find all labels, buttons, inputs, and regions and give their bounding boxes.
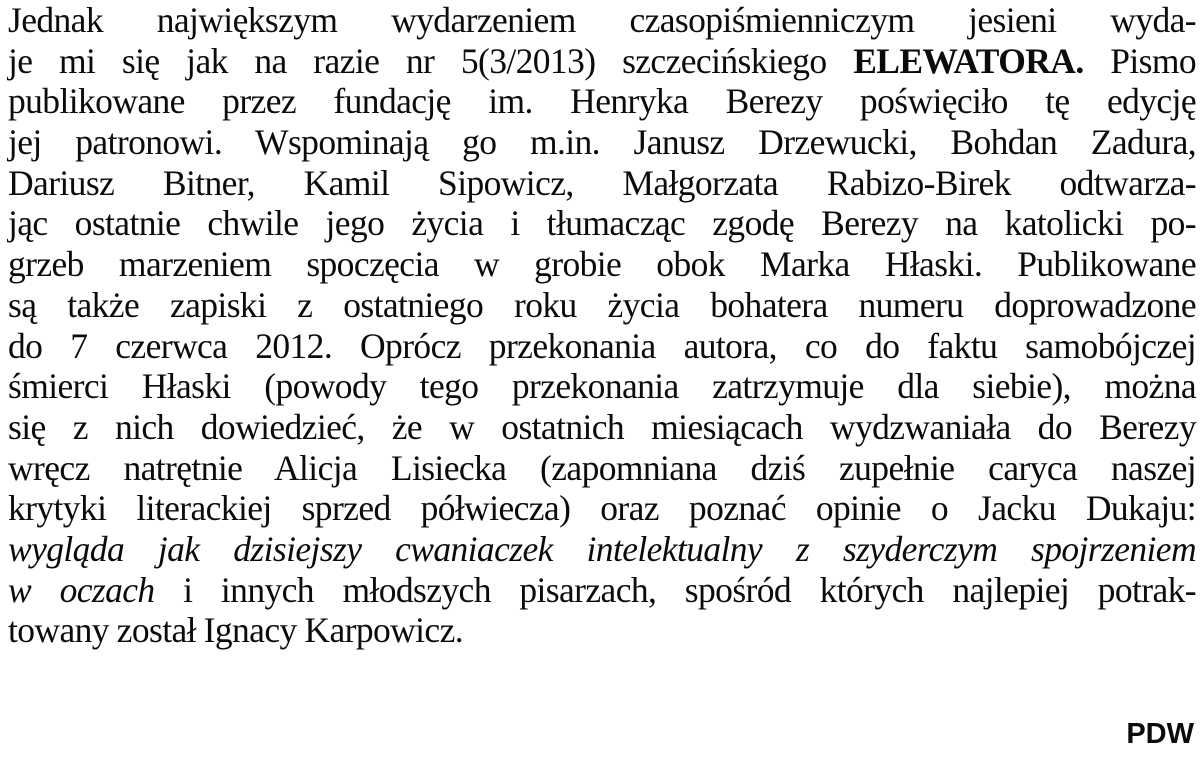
text-segment: do 7 czerwca 2012. Oprócz przekonania autora, co do faktu samobójczej xyxy=(8,325,1196,366)
text-segment: się z nich dowiedzieć, że w ostatnich miesiącach wydzwaniała do Berezy xyxy=(8,406,1196,447)
text-segment: i innych młodszych pisarzach, spośród których najlepiej potrak- xyxy=(154,569,1196,610)
text-line xyxy=(8,203,1196,244)
text-segment: śmierci Hłaski (powody tego przekonania zatrzymuje dla siebie), można xyxy=(8,366,1196,407)
text-line xyxy=(8,407,1196,448)
text-segment: towany został Ignacy Karpowicz. xyxy=(8,610,464,651)
magazine-name: ELEWATORA. xyxy=(853,40,1084,81)
text-line xyxy=(8,244,1196,285)
text-line xyxy=(8,366,1196,407)
text-line xyxy=(8,488,1196,529)
author-signature: PDW xyxy=(1126,718,1194,750)
text-segment: publikowane przez fundację im. Henryka Berezy poświęciło tę edycję xyxy=(8,81,1196,122)
text-line xyxy=(8,163,1196,204)
quotation: w oczach xyxy=(8,569,155,610)
text-segment: Dariusz Bitner, Kamil Sipowicz, Małgorzata Rabizo-Birek odtwarza- xyxy=(8,162,1196,203)
text-segment: Pismo xyxy=(1083,40,1196,81)
text-segment: jej patronowi. Wspominają go m.in. Janusz Drzewucki, Bohdan Zadura, xyxy=(8,122,1196,163)
text-line xyxy=(8,41,1196,82)
text-segment: są także zapiski z ostatniego roku życia bohatera numeru doprowadzone xyxy=(8,284,1196,325)
article-text xyxy=(8,0,1196,651)
text-line xyxy=(8,448,1196,489)
text-segment: grzeb marzeniem spoczęcia w grobie obok Marka Hłaski. Publikowane xyxy=(8,244,1196,285)
text-line xyxy=(8,610,1196,651)
text-line xyxy=(8,81,1196,122)
text-segment: krytyki literackiej sprzed półwiecza) oraz poznać opinie o Jacku Dukaju: xyxy=(8,488,1196,529)
quotation: wygląda jak dzisiejszy cwaniaczek intelektualny z szyderczym spojrzeniem xyxy=(8,528,1196,569)
text-line xyxy=(8,0,1196,41)
text-line xyxy=(8,285,1196,326)
text-line xyxy=(8,122,1196,163)
text-segment: wręcz natrętnie Alicja Lisiecka (zapomniana dziś zupełnie caryca naszej xyxy=(8,447,1196,488)
text-line xyxy=(8,570,1196,611)
text-segment: jąc ostatnie chwile jego życia i tłumacząc zgodę Berezy na katolicki po- xyxy=(8,203,1196,244)
text-line xyxy=(8,529,1196,570)
text-segment: je mi się jak na razie nr 5(3/2013) szczecińskiego xyxy=(8,40,854,81)
text-line xyxy=(8,326,1196,367)
text-segment: Jednak największym wydarzeniem czasopiśmienniczym jesieni wyda- xyxy=(8,0,1196,40)
